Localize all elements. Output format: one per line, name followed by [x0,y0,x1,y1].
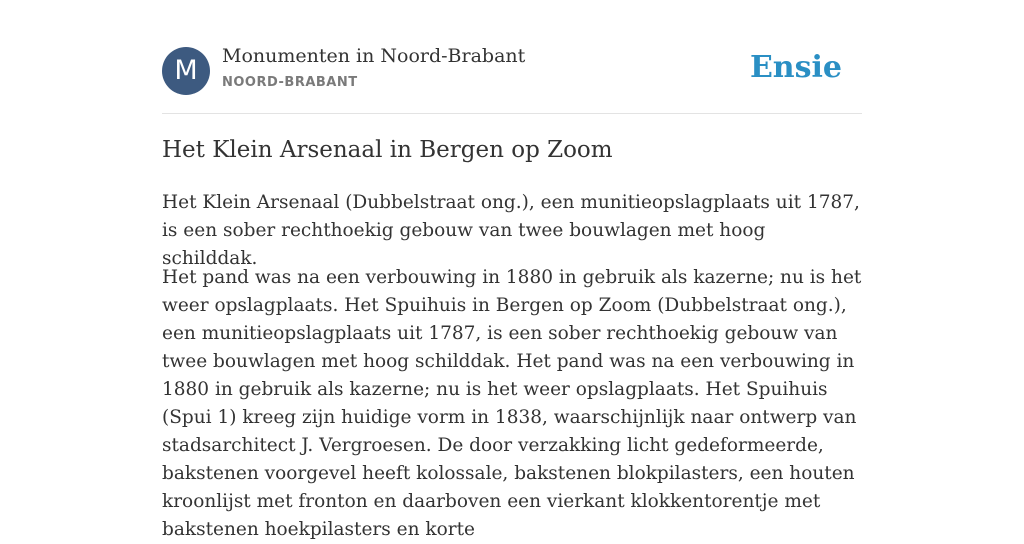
avatar[interactable]: M [162,47,210,95]
article-paragraph-2: Het pand was na een verbouwing in 1880 in gebruik als kazerne; nu is het weer opslagplaats. Het Spuihuis in Bergen op Zoom (Dubbelstraat ong.), een munitieopslagplaats uit 1787, is een sober rechthoekig gebouw van twee bouwlagen met hoog schilddak. Het pand was na een verbouwing in 1880 in gebruik als kazerne; nu is het weer opslagplaats. Het Spuihuis (Spui 1) kreeg zijn huidige vorm in 1838, waarschijnlijk naar ontwerp van stadsarchitect J. Vergroesen. De door verzakking licht gedeformeerde, bakstenen voorgevel heeft kolossale, bakstenen blokpilasters, een houten kroonlijst met fronton en daarboven een vierkant klokkentorentje met bakstenen hoekpilasters en korte [162,267,862,540]
site-header [162,0,862,114]
site-title[interactable]: Monumenten in Noord-Brabant [222,45,526,67]
site-subtitle[interactable]: NOORD-BRABANT [222,75,358,90]
article-paragraph-1: Het Klein Arsenaal (Dubbelstraat ong.), een munitieopslagplaats uit 1787, is een sober rechthoekig gebouw van twee bouwlagen met hoog schilddak. [162,192,860,269]
brand-logo[interactable]: Ensie [749,50,842,85]
article-title: Het Klein Arsenaal in Bergen op Zoom [162,137,613,163]
page-container [162,0,862,540]
